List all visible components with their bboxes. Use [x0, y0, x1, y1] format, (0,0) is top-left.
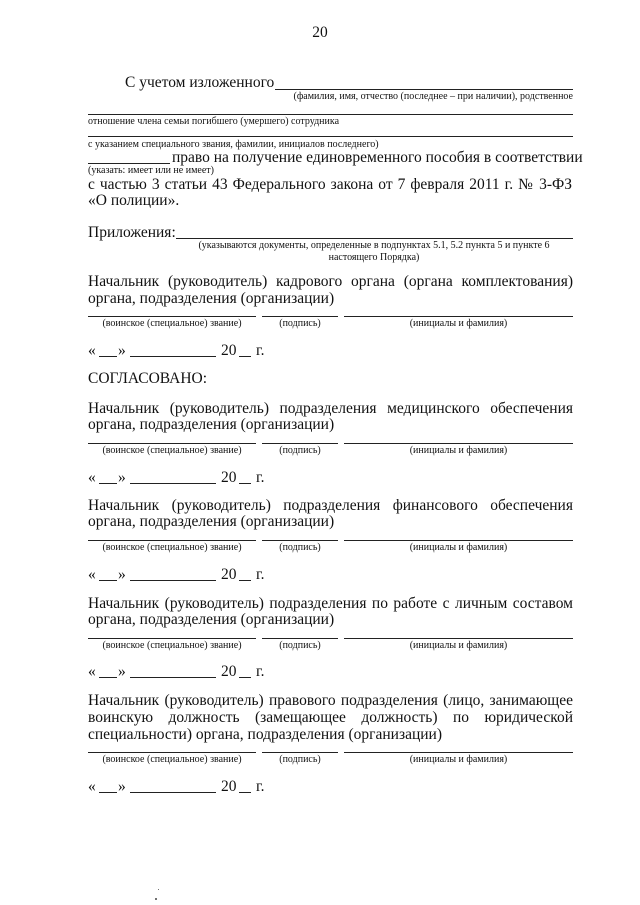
- date-close-quote: »: [118, 778, 126, 795]
- block-medical-line-1: Начальник (руководитель) подразделения медицинского обеспечения: [88, 400, 573, 417]
- signature-field[interactable]: [262, 316, 338, 317]
- right-text: право на получение единовременного пособия в соответствии: [172, 149, 583, 166]
- family-member-caption-2: отношение члена семьи погибшего (умершего) сотрудника: [88, 116, 340, 127]
- date-close-quote: »: [118, 342, 126, 359]
- scan-speck: [155, 898, 157, 900]
- block-legal-line-3: специальности) органа, подразделения (организации): [88, 726, 443, 743]
- date-month-field[interactable]: [130, 677, 216, 678]
- name-caption: (инициалы и фамилия): [409, 754, 508, 765]
- date-open-quote: «: [88, 778, 96, 795]
- block-personnel-line-1: Начальник (руководитель) подразделения по работе с личным составом: [88, 595, 573, 612]
- signature-field[interactable]: [262, 752, 338, 753]
- date-close-quote: »: [118, 469, 126, 486]
- block-personnel-line-2: органа, подразделения (организации): [88, 611, 335, 628]
- block-finance-line-2: органа, подразделения (организации): [88, 513, 335, 530]
- name-caption: (инициалы и фамилия): [409, 318, 508, 329]
- date-year-prefix: 20: [221, 469, 237, 486]
- date-day-field[interactable]: [99, 580, 117, 581]
- family-member-caption-1: (фамилия, имя, отчество (последнее – при наличии), родственное: [293, 91, 573, 102]
- family-member-field[interactable]: [275, 89, 573, 90]
- rank-caption: (воинское (специальное) звание): [102, 318, 242, 329]
- date-year-prefix: 20: [221, 663, 237, 680]
- rank-caption: (воинское (специальное) звание): [102, 542, 242, 553]
- date-month-field[interactable]: [130, 792, 216, 793]
- date-year-field[interactable]: [239, 483, 251, 484]
- signature-caption: (подпись): [279, 640, 321, 651]
- date-year-prefix: 20: [221, 342, 237, 359]
- signature-caption: (подпись): [279, 445, 321, 456]
- signature-caption: (подпись): [279, 318, 321, 329]
- date-day-field[interactable]: [99, 792, 117, 793]
- date-open-quote: «: [88, 566, 96, 583]
- has-right-field[interactable]: [88, 163, 170, 164]
- rank-field[interactable]: [88, 443, 256, 444]
- date-year-field[interactable]: [239, 356, 251, 357]
- date-year-suffix: г.: [256, 778, 265, 795]
- name-caption: (инициалы и фамилия): [409, 542, 508, 553]
- date-year-suffix: г.: [256, 469, 265, 486]
- rank-field[interactable]: [88, 638, 256, 639]
- name-field[interactable]: [344, 752, 573, 753]
- attachments-field[interactable]: [176, 238, 573, 239]
- family-relation-field[interactable]: [88, 114, 573, 115]
- attachments-label: Приложения:: [88, 224, 176, 241]
- has-right-caption: (указать: имеет или не имеет): [88, 165, 214, 176]
- block-legal-line-1: Начальник (руководитель) правового подразделения (лицо, занимающее: [88, 692, 573, 709]
- date-year-suffix: г.: [256, 663, 265, 680]
- signature-field[interactable]: [262, 540, 338, 541]
- date-day-field[interactable]: [99, 483, 117, 484]
- rank-field[interactable]: [88, 540, 256, 541]
- page-number: 20: [312, 24, 328, 41]
- law-line-1: с частью 3 статьи 43 Федерального закона от 7 февраля 2011 г. № 3-ФЗ: [88, 176, 572, 193]
- date-month-field[interactable]: [130, 580, 216, 581]
- rank-caption: (воинское (специальное) звание): [102, 445, 242, 456]
- date-open-quote: «: [88, 342, 96, 359]
- date-day-field[interactable]: [99, 677, 117, 678]
- name-caption: (инициалы и фамилия): [409, 445, 508, 456]
- signature-field[interactable]: [262, 638, 338, 639]
- date-close-quote: »: [118, 566, 126, 583]
- rank-caption: (воинское (специальное) звание): [102, 640, 242, 651]
- signature-caption: (подпись): [279, 542, 321, 553]
- date-month-field[interactable]: [130, 483, 216, 484]
- block-medical-line-2: органа, подразделения (организации): [88, 416, 335, 433]
- name-field[interactable]: [344, 638, 573, 639]
- rank-field[interactable]: [88, 316, 256, 317]
- intro-text: С учетом изложенного: [125, 74, 275, 91]
- date-year-field[interactable]: [239, 580, 251, 581]
- rank-caption: (воинское (специальное) звание): [102, 754, 242, 765]
- date-day-field[interactable]: [99, 356, 117, 357]
- date-open-quote: «: [88, 469, 96, 486]
- date-open-quote: «: [88, 663, 96, 680]
- law-line-2: «О полиции».: [88, 192, 180, 209]
- name-caption: (инициалы и фамилия): [409, 640, 508, 651]
- attachments-caption-2: настоящего Порядка): [328, 252, 420, 263]
- date-year-prefix: 20: [221, 778, 237, 795]
- name-field[interactable]: [344, 316, 573, 317]
- name-field[interactable]: [344, 540, 573, 541]
- date-year-suffix: г.: [256, 566, 265, 583]
- block-hr-line-1: Начальник (руководитель) кадрового органа (органа комплектования): [88, 273, 573, 290]
- signature-field[interactable]: [262, 443, 338, 444]
- agreed-heading: СОГЛАСОВАНО:: [88, 370, 208, 387]
- attachments-caption-1: (указываются документы, определенные в подпунктах 5.1, 5.2 пункта 5 и пункте 6: [198, 240, 550, 251]
- block-legal-line-2: воинскую должность (замещающее должность) по юридической: [88, 709, 573, 726]
- date-year-field[interactable]: [239, 677, 251, 678]
- block-finance-line-1: Начальник (руководитель) подразделения финансового обеспечения: [88, 497, 573, 514]
- date-close-quote: »: [118, 663, 126, 680]
- signature-caption: (подпись): [279, 754, 321, 765]
- employee-details-field[interactable]: [88, 136, 573, 137]
- rank-field[interactable]: [88, 752, 256, 753]
- date-year-suffix: г.: [256, 342, 265, 359]
- date-year-field[interactable]: [239, 792, 251, 793]
- family-member-caption-3: с указанием специального звания, фамилии, инициалов последнего): [88, 139, 379, 150]
- scan-speck: [158, 889, 159, 890]
- date-month-field[interactable]: [130, 356, 216, 357]
- date-year-prefix: 20: [221, 566, 237, 583]
- name-field[interactable]: [344, 443, 573, 444]
- block-hr-line-2: органа, подразделения (организации): [88, 290, 335, 307]
